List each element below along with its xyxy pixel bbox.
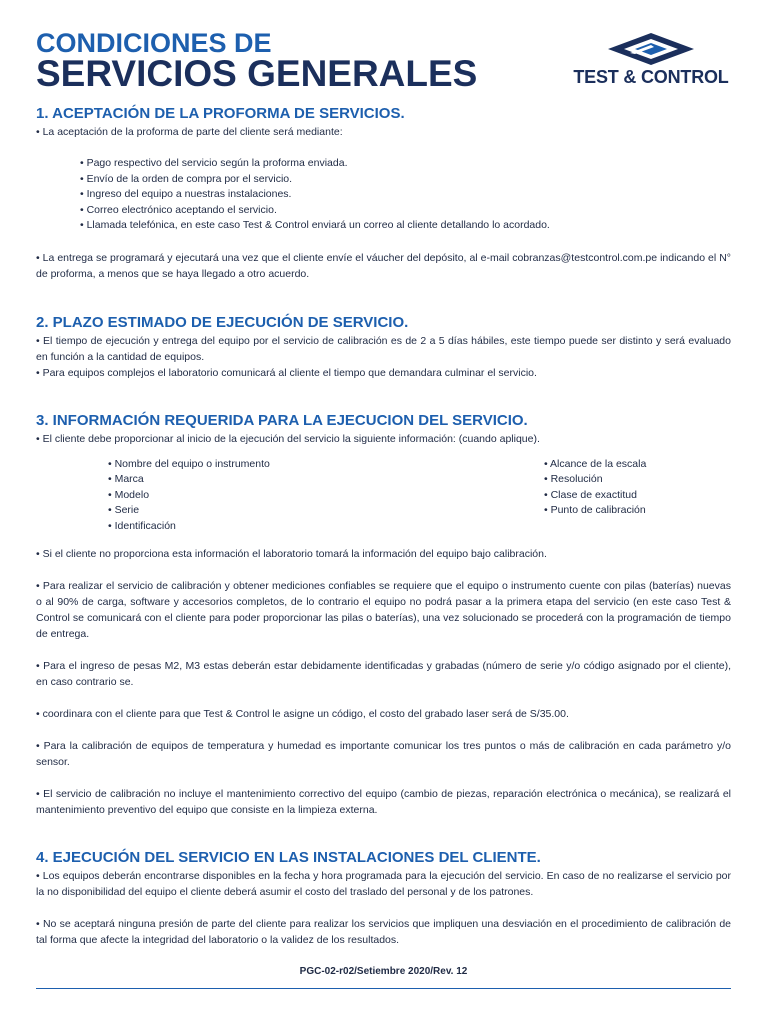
list-item: • Ingreso del equipo a nuestras instalaciones.	[80, 188, 292, 200]
paragraph: • Para equipos complejos el laboratorio comunicará al cliente el tiempo que demandara culminar el servicio.	[36, 366, 537, 379]
page-title: SERVICIOS GENERALES	[36, 53, 478, 94]
required-info-list-right	[544, 457, 646, 535]
paragraph: • coordinara con el cliente para que Test & Control le asigne un código, el costo del grabado laser será de S/35.00.	[36, 708, 569, 720]
section-plazo	[36, 313, 731, 381]
section-heading: 3. INFORMACIÓN REQUERIDA PARA LA EJECUCION DEL SERVICIO.	[36, 411, 528, 429]
section-instalaciones	[36, 848, 731, 948]
list-item: • Identificación	[108, 519, 176, 532]
document-code: PGC-02-r02/Setiembre 2020/Rev. 12	[299, 966, 468, 977]
list-item: • Serie	[108, 504, 140, 516]
paragraph: • Para el ingreso de pesas M2, M3 estas deberán estar debidamente identificadas y grabadas (número de serie y/o código asignado por el cliente), en caso contrario se.	[36, 660, 731, 688]
logo-diamond-icon	[608, 33, 694, 65]
document-body	[36, 104, 731, 948]
section-informacion	[36, 411, 731, 819]
section-heading: 4. EJECUCIÓN DEL SERVICIO EN LAS INSTALACIONES DEL CLIENTE.	[36, 849, 541, 866]
paragraph: • Para realizar el servicio de calibración y obtener mediciones confiables se requiere que el equipo o instrumento cuente con pilas (baterías) nuevas o al 90% de carga, software y accesorios completos, de lo contrario el equipo no podrá pasar a la primera etapa del servicio (en este caso Test & Control se comunicará con el cliente para poder proporcionar las pilas o baterías), una vez solucionado se procederá con la programación de tiempo de entrega.	[36, 580, 731, 640]
acceptance-methods-list	[36, 156, 731, 234]
section-heading: 2. PLAZO ESTIMADO DE EJECUCIÓN DE SERVICIO.	[36, 313, 409, 331]
list-item: • Envío de la orden de compra por el servicio.	[80, 172, 293, 185]
list-item: • Clase de exactitud	[544, 488, 637, 501]
title-line-1: CONDICIONES DE	[36, 28, 272, 58]
paragraph: • El tiempo de ejecución y entrega del equipo por el servicio de calibración es de 2 a 5 días hábiles, este tiempo puede ser distinto y será evaluado en función a la cantidad de equipos.	[36, 334, 731, 363]
list-item: • Correo electrónico aceptando el servicio.	[80, 203, 277, 216]
paragraph: • Los equipos deberán encontrarse disponibles en la fecha y hora programada para la ejecución del servicio. En caso de no realizarse el servicio por la no disponibilidad del equipo el cliente deberá asumir el costo del traslado del personal y de los patrones.	[36, 870, 731, 898]
section-intro: • La aceptación de la proforma de parte del cliente será mediante:	[36, 126, 343, 138]
paragraph: • Si el cliente no proporciona esta información el laboratorio tomará la información del equipo bajo calibración.	[36, 548, 547, 560]
footer-divider	[36, 988, 731, 989]
section-heading: 1. ACEPTACIÓN DE LA PROFORMA DE SERVICIOS.	[36, 105, 405, 122]
list-item: • Pago respectivo del servicio según la proforma enviada.	[80, 157, 348, 169]
paragraph: • La entrega se programará y ejecutará una vez que el cliente envíe el váucher del depósito, al e-mail cobranzas@testcontrol.com.pe indicando el N° de proforma, a menos que se haya llegado a otro acuerdo.	[36, 251, 731, 280]
list-item: • Marca	[108, 473, 144, 485]
company-logo	[566, 33, 736, 89]
paragraph: • Para la calibración de equipos de temperatura y humedad es importante comunicar los tres puntos o más de calibración en cada parámetro y/o sensor.	[36, 740, 731, 768]
paragraph: • No se aceptará ninguna presión de parte del cliente para realizar los servicios que impliquen una desviación en el procedimiento de calibración de tal forma que afecte la integridad del laboratorio o la validez de los resultados.	[36, 918, 731, 946]
list-item: • Modelo	[108, 488, 150, 501]
section-aceptacion	[36, 104, 731, 282]
list-item: • Resolución	[544, 473, 603, 485]
list-item: • Nombre del equipo o instrumento	[108, 457, 270, 470]
paragraph: • El servicio de calibración no incluye el mantenimiento correctivo del equipo (cambio de piezas, reparación electrónica o mecánica), se realizará el mantenimiento preventivo del equipo que consiste en la limpieza externa.	[36, 788, 731, 816]
logo-text: TEST & CONTROL	[573, 67, 729, 87]
required-info-columns	[36, 457, 731, 535]
list-item: • Llamada telefónica, en este caso Test & Control enviará un correo al cliente detallando lo acordado.	[80, 219, 550, 231]
section-intro: • El cliente debe proporcionar al inicio de la ejecución del servicio la siguiente información: (cuando aplique).	[36, 432, 540, 445]
list-item: • Alcance de la escala	[544, 457, 647, 470]
list-item: • Punto de calibración	[544, 504, 646, 516]
required-info-list-left	[36, 457, 544, 535]
